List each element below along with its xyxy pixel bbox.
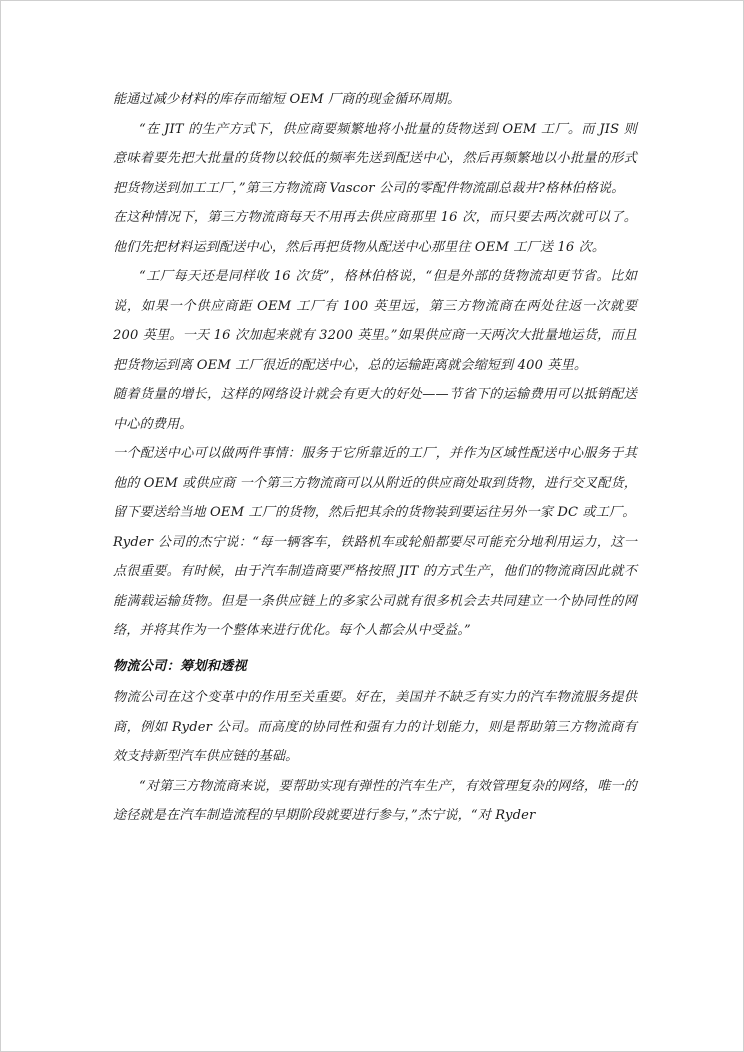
paragraph: 一个配送中心可以做两件事情：服务于它所靠近的工厂，并作为区域性配送中心服务于其他的 OEM 或供应商 一个第三方物流商可以从附近的供应商处取到货物，进行交叉配货，留下要送给当地 OEM 工厂的货物，然后把其余的货物装到要运往另外一家 DC 或工厂。 [113, 446, 637, 520]
paragraph: 随着货量的增长，这样的网络设计就会有更大的好处——节省下的运输费用可以抵销配送中心的费用。 [113, 387, 637, 432]
paragraph: 在这种情况下，第三方物流商每天不用再去供应商那里 16 次，而只要去两次就可以了。他们先把材料运到配送中心，然后再把货物从配送中心那里往 OEM 工厂送 16 次。 [113, 210, 637, 255]
section-heading: 物流公司：筹划和透视 [113, 658, 247, 674]
document-body [113, 85, 637, 831]
paragraph: 物流公司在这个变革中的作用至关重要。好在，美国并不缺乏有实力的汽车物流服务提供商，例如 Ryder 公司。而高度的协同性和强有力的计划能力，则是帮助第三方物流商有效支持新型汽车供应链的基础。 [113, 690, 637, 764]
paragraph: Ryder 公司的杰宁说：“每一辆客车，铁路机车或轮船都要尽可能充分地利用运力，这一点很重要。有时候，由于汽车制造商要严格按照 JIT 的方式生产，他们的物流商因此就不能满载运输货物。但是一条供应链上的多家公司就有很多机会去共同建立一个协同性的网络，并将其作为一个整体来进行优化。每个人都会从中受益。” [113, 534, 637, 638]
paragraph: “工厂每天还是同样收 16 次货”，格林伯格说，“但是外部的货物流却更节省。比如说，如果一个供应商距 OEM 工厂有 100 英里远，第三方物流商在两处往返一次就要 200 英里。一天 16 次加起来就有 3200 英里。”如果供应商一天两次大批量地运货，而且把货物运到离 OEM 工厂很近的配送中心，总的运输距离就会缩短到 400 英里。 [113, 269, 637, 373]
paragraph: 能通过减少材料的库存而缩短 OEM 厂商的现金循环周期。 [113, 92, 461, 107]
paragraph: “对第三方物流商来说，要帮助实现有弹性的汽车生产，有效管理复杂的网络，唯一的途径就是在汽车制造流程的早期阶段就要进行参与，”杰宁说，“对 Ryder [113, 778, 637, 823]
paragraph: “在 JIT 的生产方式下，供应商要频繁地将小批量的货物送到 OEM 工厂。而 JIS 则意味着要先把大批量的货物以较低的频率先送到配送中心，然后再频繁地以小批量的形式把货物送到加工工厂，”第三方物流商 Vascor 公司的零配件物流副总裁井?格林伯格说。 [113, 121, 637, 196]
